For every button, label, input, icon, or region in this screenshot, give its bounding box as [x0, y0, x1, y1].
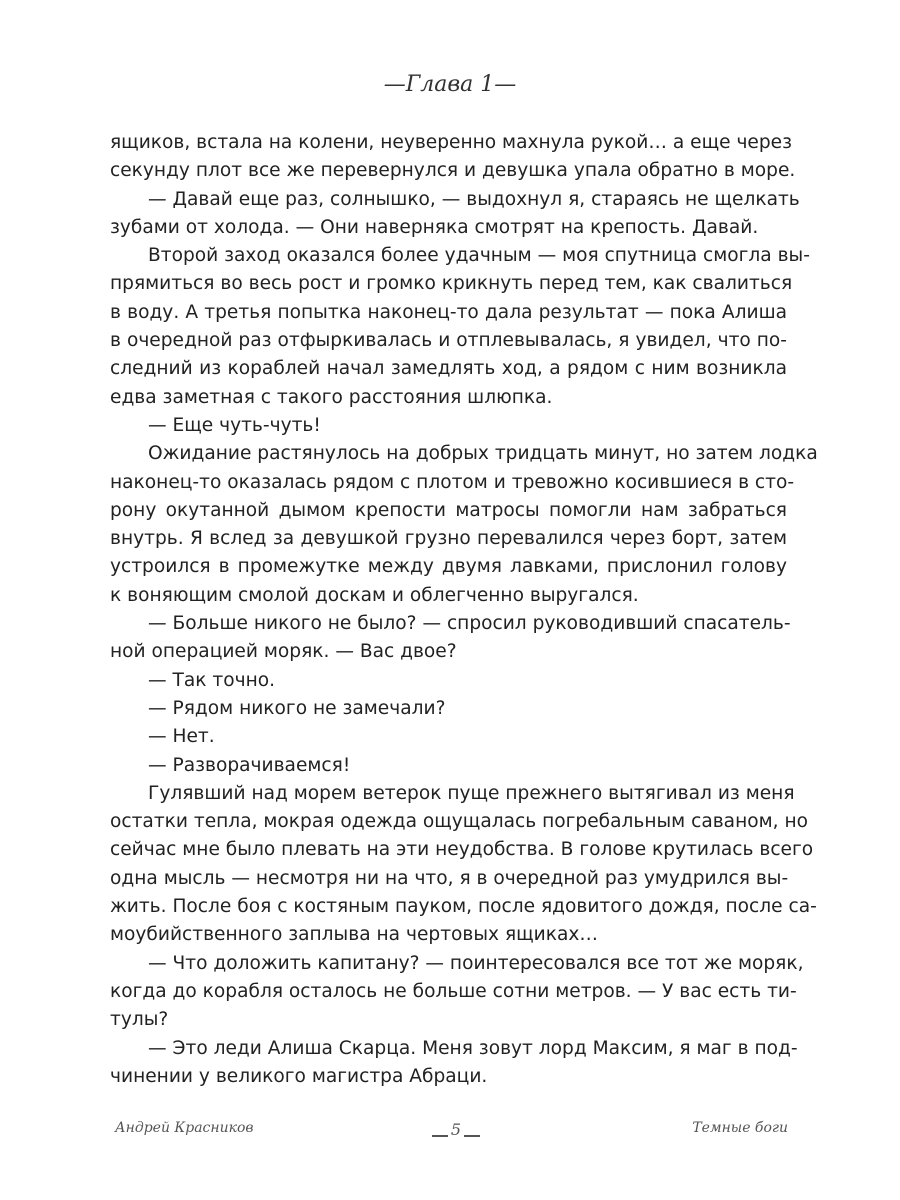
text-line: чинении у великого магистра Абраци. [110, 1065, 488, 1087]
text-line: следний из кораблей начал замедлять ход, а рядом с ним возникла [110, 358, 787, 380]
text-line: одна мысль — несмотря ни на что, я в очередной раз умудрился вы- [110, 867, 789, 889]
text-line: когда до корабля осталось не больше сотни метров. — У вас есть ти- [110, 980, 797, 1002]
text-line: — Нет. [148, 726, 215, 748]
text-line: внутрь. Я вслед за девушкой грузно перевалился через борт, затем [110, 528, 787, 550]
text-line: зубами от холода. — Они наверняка смотрят на крепость. Давай. [110, 216, 759, 238]
text-line: прямиться во весь рост и громко крикнуть перед тем, как свалиться [110, 273, 793, 295]
text-line: рону окутанной дымом крепости матросы помогли нам забраться [110, 499, 787, 521]
text-line: — Давай еще раз, солнышко, — выдохнул я, стараясь не щелкать [148, 188, 800, 210]
text-line: остатки тепла, мокрая одежда ощущалась погребальным саваном, но [110, 811, 808, 833]
text-line: Второй заход оказался более удачным — моя спутница смогла вы- [148, 245, 810, 267]
text-line: Гулявший над морем ветерок пуще прежнего вытягивал из меня [148, 782, 795, 804]
text-line: — Рядом никого не замечали? [148, 697, 446, 719]
text-line: — Это леди Алиша Скарца. Меня зовут лорд Максим, я маг в под- [148, 1037, 798, 1059]
text-line: в воду. А третья попытка наконец-то дала результат — пока Алиша [110, 301, 787, 323]
text-line: тулы? [110, 1009, 169, 1031]
text-line: секунду плот все же перевернулся и девушка упала обратно в море. [110, 160, 796, 182]
text-line: ной операцией моряк. — Вас двое? [110, 641, 457, 663]
chapter-header: —Глава 1— [383, 72, 517, 97]
text-line: жить. После боя с костяным пауком, после ядовитого дождя, после са- [110, 896, 817, 918]
text-line: — Больше никого не было? — спросил руководивший спасатель- [148, 613, 791, 635]
text-line: едва заметная с такого расстояния шлюпка. [110, 386, 553, 408]
text-line: Ожидание растянулось на добрых тридцать минут, но затем лодка [148, 443, 818, 465]
body-text [110, 129, 818, 1091]
text-line: ящиков, встала на колени, неуверенно махнула рукой… а еще через [110, 132, 792, 153]
text-line: — Разворачиваемся! [148, 754, 351, 776]
text-line: устроился в промежутке между двумя лавками, прислонил голову [110, 556, 787, 578]
text-line: к воняющим смолой доскам и облегченно выругался. [110, 584, 639, 606]
footer-author: Андрей Красников [115, 1120, 254, 1136]
text-line: — Еще чуть-чуть! [148, 414, 321, 436]
page-number-block [426, 1120, 486, 1139]
text-line: моубийственного заплыва на чертовых ящиках… [110, 924, 598, 946]
text-line: наконец-то оказалась рядом с плотом и тревожно косившиеся в сто- [110, 471, 795, 493]
text-line: сейчас мне было плевать на эти неудобства. В голове крутилась всего [110, 839, 814, 861]
text-line: — Так точно. [148, 669, 276, 691]
footer-book-title: Темные боги [692, 1120, 788, 1136]
text-line: — Что доложить капитану? — поинтересовался все тот же моряк, [148, 952, 804, 974]
page-number: 5 [450, 1120, 462, 1139]
text-line: в очередной раз отфыркивалась и отплевывалась, я увидел, что по- [110, 330, 787, 352]
